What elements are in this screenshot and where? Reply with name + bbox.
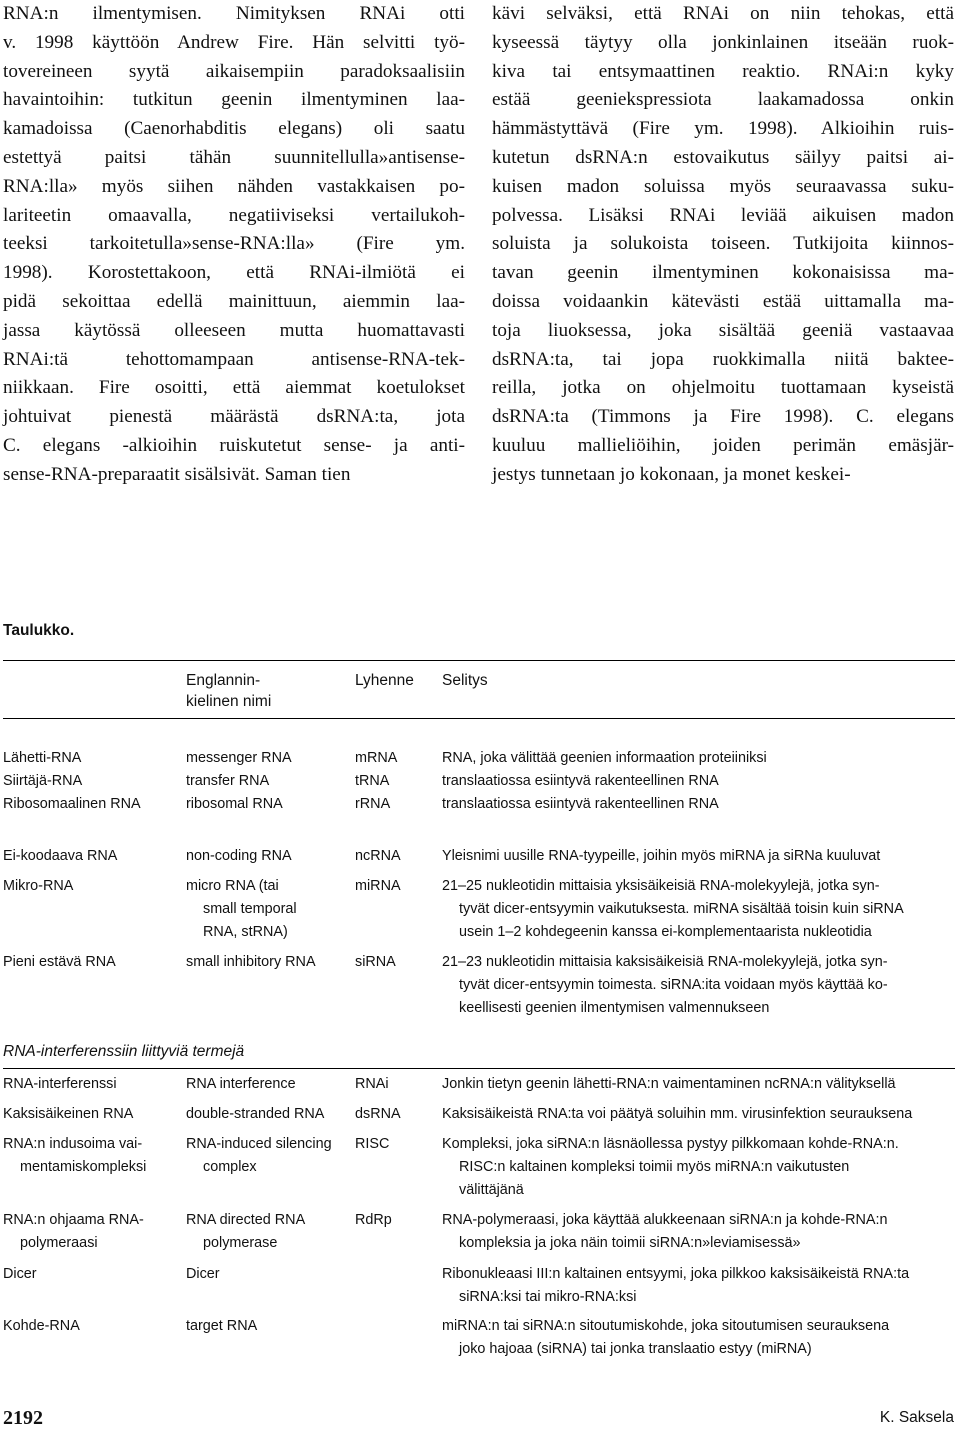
running-author: K. Saksela [879,1409,954,1426]
english-term: RNA-induced silencing complex [186,1136,332,1175]
explanation: Kaksisäikeistä RNA:ta voi päätyä soluihin mm. virusinfektion seurauksena [442,1106,913,1122]
right-column-line: kävi selväksi, että RNAi on niin tehokas, että [492,3,954,24]
english-term: RNA directed RNA polymerase [186,1212,306,1251]
left-column-line: RNA:n ilmentymisen. Nimityksen RNAi otti [3,3,465,24]
left-column-line: pidä sekoittaa edellä mainittuun, aiemmin laa- [3,290,465,312]
abbreviation: tRNA [355,773,390,789]
finnish-term: RNA-interferenssi [3,1076,117,1092]
abbreviation: dsRNA [355,1106,401,1122]
right-column-line: dsRNA:ta, tai jopa ruokkimalla niitä baktee- [492,348,954,370]
right-column-line: doissa voidaankin kätevästi estää uittamalla ma- [492,290,954,312]
english-term: double-stranded RNA [186,1106,325,1122]
english-term: non-coding RNA [186,848,292,864]
explanation: translaatiossa esiintyvä rakenteellinen RNA [442,796,719,812]
abbreviation: RNAi [355,1076,389,1092]
abbreviation: ncRNA [355,848,401,864]
right-column-line: jestys tunnetaan jo kokonaan, ja monet keskei- [492,463,851,485]
left-column-line: lariteetin omaavalla, negatiiviseksi vertailukoh- [3,204,465,226]
explanation: 21–23 nukleotidin mittaisia kaksisäikeisiä RNA-molekyylejä, jotka syn- tyvät dicer-entsyymin toimesta. siRNA:ita voidaan myös käyttää ko- keellisesti geenien ilmentymisen valmennukseen [442,954,888,1016]
finnish-term: Mikro-RNA [3,878,74,894]
abbreviation: siRNA [355,954,396,970]
right-column-line: estää geeniekspressiota laakamadossa onkin [492,89,954,111]
section-rule [3,1068,955,1069]
left-column-line: v. 1998 käyttöön Andrew Fire. Hän selvitti työ- [3,31,465,53]
right-column-line: kuisen madon soluissa myös seuraavassa suku- [492,175,954,197]
explanation: RNA, joka välittää geenien informaation proteiiniksi [442,750,767,766]
right-column-line: dsRNA:ta (Timmons ja Fire 1998). C. elegans [492,406,954,428]
right-column-line: toja liuoksessa, joka sisältää geeniä vastaavaa [492,319,954,341]
body-text-left-column [3,0,465,490]
right-column-line: kutetun dsRNA:n estovaikutus säilyy paitsi ai- [492,146,954,168]
left-column-line: estettyä paitsi tähän suunnitellulla»antisense- [3,146,465,168]
left-column-line: niikkaan. Fire osoitti, että aiemmat koetulokset [3,377,465,399]
abbreviation: miRNA [355,878,401,894]
right-column-line: tavan geenin ilmentyminen kokonaisissa ma- [492,262,954,284]
left-column-line: jassa käytössä olleeseen mutta huomattavasti [3,319,465,341]
english-term: transfer RNA [186,773,270,789]
body-text-right-column [492,0,954,490]
header-bottom-rule [3,718,955,719]
header-description: Selitys [442,672,488,689]
english-term: messenger RNA [186,750,292,766]
english-term: target RNA [186,1318,258,1334]
finnish-term: Ei-koodaava RNA [3,848,118,864]
explanation: miRNA:n tai siRNA:n sitoutumiskohde, joka sitoutumisen seurauksena joko hajoaa (siRNA) tai jonka translaatio estyy (miRNA) [442,1318,890,1357]
english-term: small inhibitory RNA [186,954,316,970]
finnish-term: Ribosomaalinen RNA [3,796,141,812]
explanation: 21–25 nukleotidin mittaisia yksisäikeisiä RNA-molekyylejä, jotka syn- tyvät dicer-entsyymin vaikutuksesta. miRNA sisältää toisin kuin siRNA usein 1–2 kohdegeenin kanssa ei-komplementaarista nukleotidia [442,878,904,940]
section-title: RNA-interferenssiin liittyviä termejä [3,1043,245,1060]
left-column-line: johtuivat pienestä määrästä dsRNA:ta, jota [3,406,465,428]
finnish-term: Siirtäjä-RNA [3,773,83,789]
explanation: Jonkin tietyn geenin lähetti-RNA:n vaimentaminen ncRNA:n välityksellä [442,1076,896,1092]
right-column-line: reilla, jotka on ohjelmoitu tuottamaan kyseistä [492,377,954,399]
finnish-term: Kohde-RNA [3,1318,80,1334]
finnish-term: Dicer [3,1266,37,1282]
right-column-line: soluista ja solukoista toiseen. Tutkijoita kiinnos- [492,233,954,255]
right-column-line: kuuluu mallieliöihin, joiden perimän emäsjär- [492,434,954,456]
english-term: Dicer [186,1266,220,1282]
finnish-term: Pieni estävä RNA [3,954,116,970]
right-column-line: hämmästyttävä (Fire ym. 1998). Alkioihin ruis- [492,118,954,140]
english-term: micro RNA (tai small temporal RNA, stRNA) [186,878,297,940]
left-column-line: havaintoihin: tutkitun geenin ilmentyminen laa- [3,89,465,111]
left-column-line: RNAi:tä tehottomampaan antisense-RNA-tek- [3,348,465,370]
explanation: Ribonukleaasi III:n kaltainen entsyymi, joka pilkkoo kaksisäikeistä RNA:ta siRNA:ksi tai mikro-RNA:ksi [442,1266,910,1305]
table-top-rule [3,660,955,661]
right-column-line: kiva tai entsymaattinen reaktio. RNAi:n kyky [492,60,954,82]
abbreviation: RdRp [355,1212,392,1228]
table-caption: Taulukko. [3,622,75,639]
abbreviation: RISC [355,1136,390,1152]
explanation: Yleisnimi uusille RNA-tyypeille, joihin myös miRNA ja siRNa kuuluvat [442,848,881,864]
explanation: Kompleksi, joka siRNA:n läsnäollessa pystyy pilkkomaan kohde-RNA:n. RISC:n kaltainen kompleksi toimii myös miRNA:n vaikutusten välittäjänä [442,1136,899,1198]
left-column-line: teeksi tarkoitetulla»sense-RNA:lla» (Fire ym. [3,233,465,255]
left-column-line: sense-RNA-preparaatit sisälsivät. Saman tien [3,463,351,485]
explanation: RNA-polymeraasi, joka käyttää alukkeenaan siRNA:n ja kohde-RNA:n kompleksia ja joka näin toimii siRNA:n»leviamisessä» [442,1212,888,1251]
left-column-line: RNA:lla» myös siihen nähden vastakkaisen po- [3,175,465,197]
finnish-term: RNA:n ohjaama RNA- polymeraasi [3,1212,144,1251]
abbreviation: rRNA [355,796,391,812]
header-english-name: Englannin- kielinen nimi [186,672,272,710]
finnish-term: Kaksisäikeinen RNA [3,1106,134,1122]
explanation: translaatiossa esiintyvä rakenteellinen RNA [442,773,719,789]
abbreviation: mRNA [355,750,398,766]
left-column-line: kamadoissa (Caenorhabditis elegans) oli saatu [3,118,465,140]
left-column-line: 1998). Korostettakoon, että RNAi-ilmiötä ei [3,262,465,284]
finnish-term: RNA:n indusoima vai- mentamiskompleksi [3,1136,147,1175]
right-column-line: kyseessä täytyy olla jonkinlainen itseään ruok- [492,31,954,53]
header-abbreviation: Lyhenne [355,672,414,689]
finnish-term: Lähetti-RNA [3,750,82,766]
left-column-line: C. elegans -alkioihin ruiskutetut sense- ja anti- [3,434,465,456]
left-column-line: tovereineen syytä aikaisempiin paradoksaalisiin [3,60,465,82]
right-column-line: polvessa. Lisäksi RNAi leviää aikuisen madon [492,204,954,226]
page-number: 2192 [3,1407,43,1429]
english-term: ribosomal RNA [186,796,283,812]
english-term: RNA interference [186,1076,296,1092]
